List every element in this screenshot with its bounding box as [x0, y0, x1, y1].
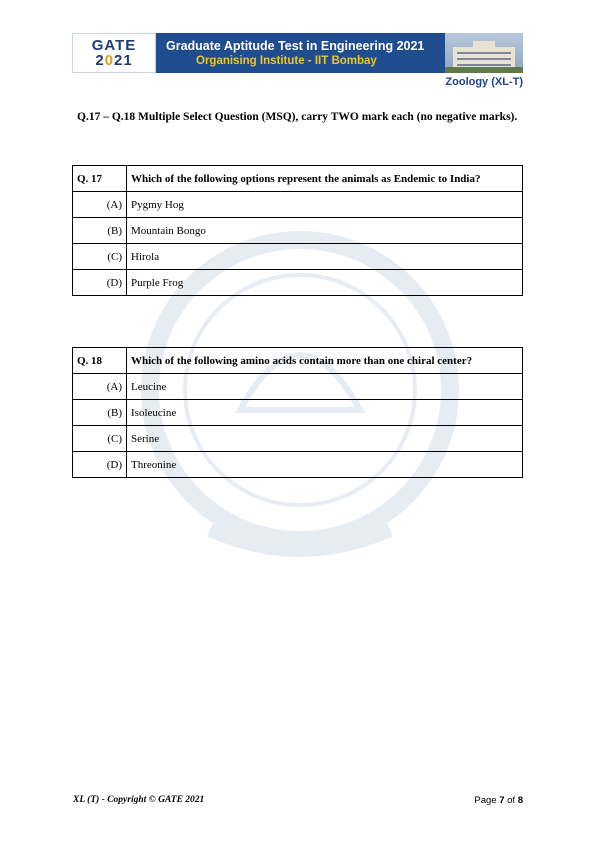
option-label: (D)	[73, 270, 127, 296]
option-text: Pygmy Hog	[127, 192, 523, 218]
option-row	[73, 192, 523, 218]
question-text: Which of the following options represent the animals as Endemic to India?	[127, 166, 523, 192]
option-text: Purple Frog	[127, 270, 523, 296]
option-label: (A)	[73, 374, 127, 400]
page-current: 7	[499, 795, 505, 806]
option-label: (D)	[73, 452, 127, 478]
logo-year-text	[95, 53, 132, 68]
question-row	[73, 348, 523, 374]
gate-logo	[72, 33, 156, 73]
logo-year-digit-accent: 0	[104, 51, 114, 69]
logo-gate-text: GATE	[91, 36, 137, 54]
question-number: Q. 18	[73, 348, 127, 374]
page-of: of	[504, 795, 518, 806]
question-number: Q. 17	[73, 166, 127, 192]
option-text: Hirola	[127, 244, 523, 270]
page-prefix: Page	[474, 795, 500, 806]
option-label: (B)	[73, 400, 127, 426]
option-row	[73, 400, 523, 426]
banner-title: Graduate Aptitude Test in Engineering 2021	[166, 38, 425, 53]
question-text: Which of the following amino acids contain more than one chiral center?	[127, 348, 523, 374]
section-instruction: Q.17 – Q.18 Multiple Select Question (MSQ), carry TWO mark each (no negative marks).	[77, 111, 518, 123]
building-image	[445, 33, 523, 73]
option-row	[73, 270, 523, 296]
question-row	[73, 166, 523, 192]
option-text: Mountain Bongo	[127, 218, 523, 244]
footer-copyright: XL (T) - Copyright © GATE 2021	[73, 795, 205, 805]
logo-year-digits: 21	[114, 51, 133, 69]
option-row	[73, 218, 523, 244]
banner-subtitle: Organising Institute - IIT Bombay	[196, 54, 377, 67]
logo-year-digit: 2	[95, 51, 105, 69]
option-row	[73, 374, 523, 400]
option-label: (C)	[73, 426, 127, 452]
option-text: Serine	[127, 426, 523, 452]
option-text: Threonine	[127, 452, 523, 478]
option-row	[73, 244, 523, 270]
option-label: (C)	[73, 244, 127, 270]
option-text: Isoleucine	[127, 400, 523, 426]
page-total: 8	[517, 795, 523, 806]
banner-band	[156, 33, 445, 73]
option-row	[73, 452, 523, 478]
option-row	[73, 426, 523, 452]
header-banner	[72, 33, 523, 73]
question-18-table	[72, 347, 523, 478]
subject-label: Zoology (XL-T)	[445, 76, 523, 88]
question-17-table	[72, 165, 523, 296]
footer-page-number	[474, 795, 523, 806]
option-text: Leucine	[127, 374, 523, 400]
option-label: (A)	[73, 192, 127, 218]
option-label: (B)	[73, 218, 127, 244]
